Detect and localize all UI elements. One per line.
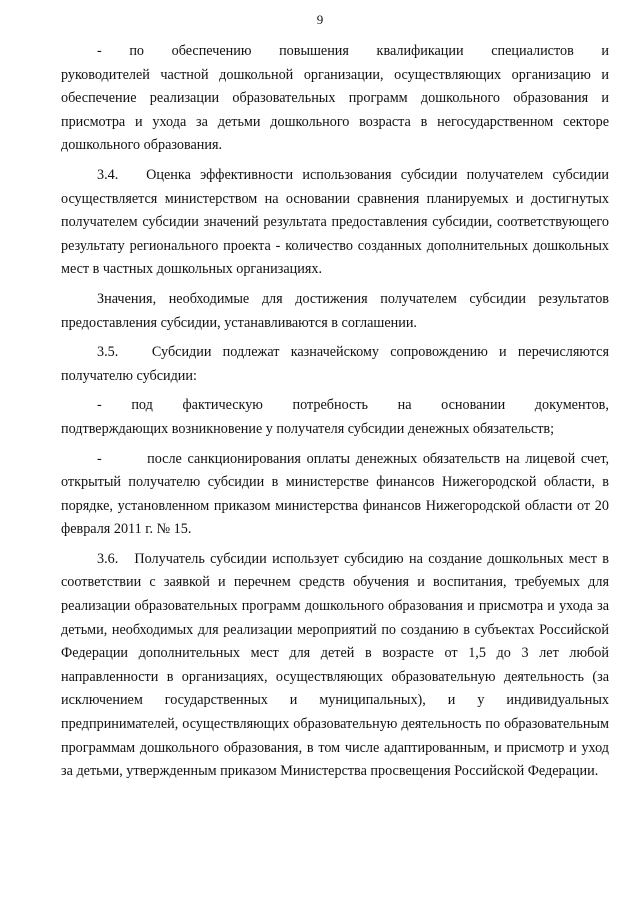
page-number: 9: [316, 12, 324, 27]
paragraph-training-item: [61, 40, 609, 158]
word: и: [601, 43, 609, 59]
word: повышения: [279, 43, 349, 59]
paragraph-sanction-item: - после санкционирования оплаты денежных обязательств на лицевой счет, открытый получателю субсидии в министерстве финансов Нижегородской области, в порядке, установленном приказом министерства финансов Нижегородской области от 20 февраля 2011 г. № 15.: [61, 450, 609, 538]
word: квалификации: [376, 43, 464, 59]
paragraph-3-5: 3.5. Субсидии подлежат казначейскому сопровождению и перечисляются получателю субсидии:: [61, 344, 609, 384]
word: специалистов: [491, 43, 574, 59]
paragraph-3-6: 3.6. Получатель субсидии использует субсидию на создание дошкольных мест в соответствии с заявкой и перечнем средств обучения и воспитания, требуемых для реализации образовательных программ дошкольного образования и присмотра и ухода за детьми, необходимых для реализации мероприятий по созданию в субъектах Российской Федерации дополнительных мест для детей в возрасте от 1,5 до 3 лет любой направленности в организациях, осуществляющих образовательную деятельность (за исключением государственных и муниципальных), и у индивидуальных предпринимателей, осуществляющих образовательную деятельность по образовательным программам дошкольного образования, в том числе адаптированным, и присмотр и уход за детьми, утвержденным приказом Министерства просвещения Российской Федерации.: [61, 550, 609, 780]
word: документов,: [534, 397, 609, 414]
list-dash: -: [97, 43, 102, 59]
document-body: [61, 40, 609, 790]
word: основании: [441, 397, 506, 414]
word: обеспечению: [171, 43, 252, 59]
paragraph-need-item: [61, 394, 609, 441]
dash-line: [61, 40, 609, 64]
word: под: [131, 397, 153, 414]
paragraph-continuation: подтверждающих возникновение у получателя субсидии денежных обязательств;: [61, 420, 555, 437]
word: потребность: [292, 397, 369, 414]
list-dash: -: [97, 397, 102, 414]
paragraph-values: Значения, необходимые для достижения получателем субсидии результатов предоставления субсидии, устанавливаются в соглашении.: [61, 290, 609, 331]
paragraph-continuation: руководителей частной дошкольной организации, осуществляющих организацию и обеспечение реализации образовательных программ дошкольного образования и присмотра и ухода за детьми дошкольного возраста в негосударственном секторе дошкольного образования.: [61, 66, 609, 154]
word: по: [129, 43, 145, 59]
dash-line: [61, 394, 609, 418]
word: на: [397, 397, 412, 414]
paragraph-3-4: 3.4. Оценка эффективности использования субсидии получателем субсидии осуществляется министерством на основании сравнения планируемых и достигнутых получателем субсидии значений результата предоставления субсидии, соответствующего результату регионального проекта - количество созданных дополнительных дошкольных мест в частных дошкольных организациях.: [61, 166, 609, 278]
word: фактическую: [182, 397, 263, 414]
